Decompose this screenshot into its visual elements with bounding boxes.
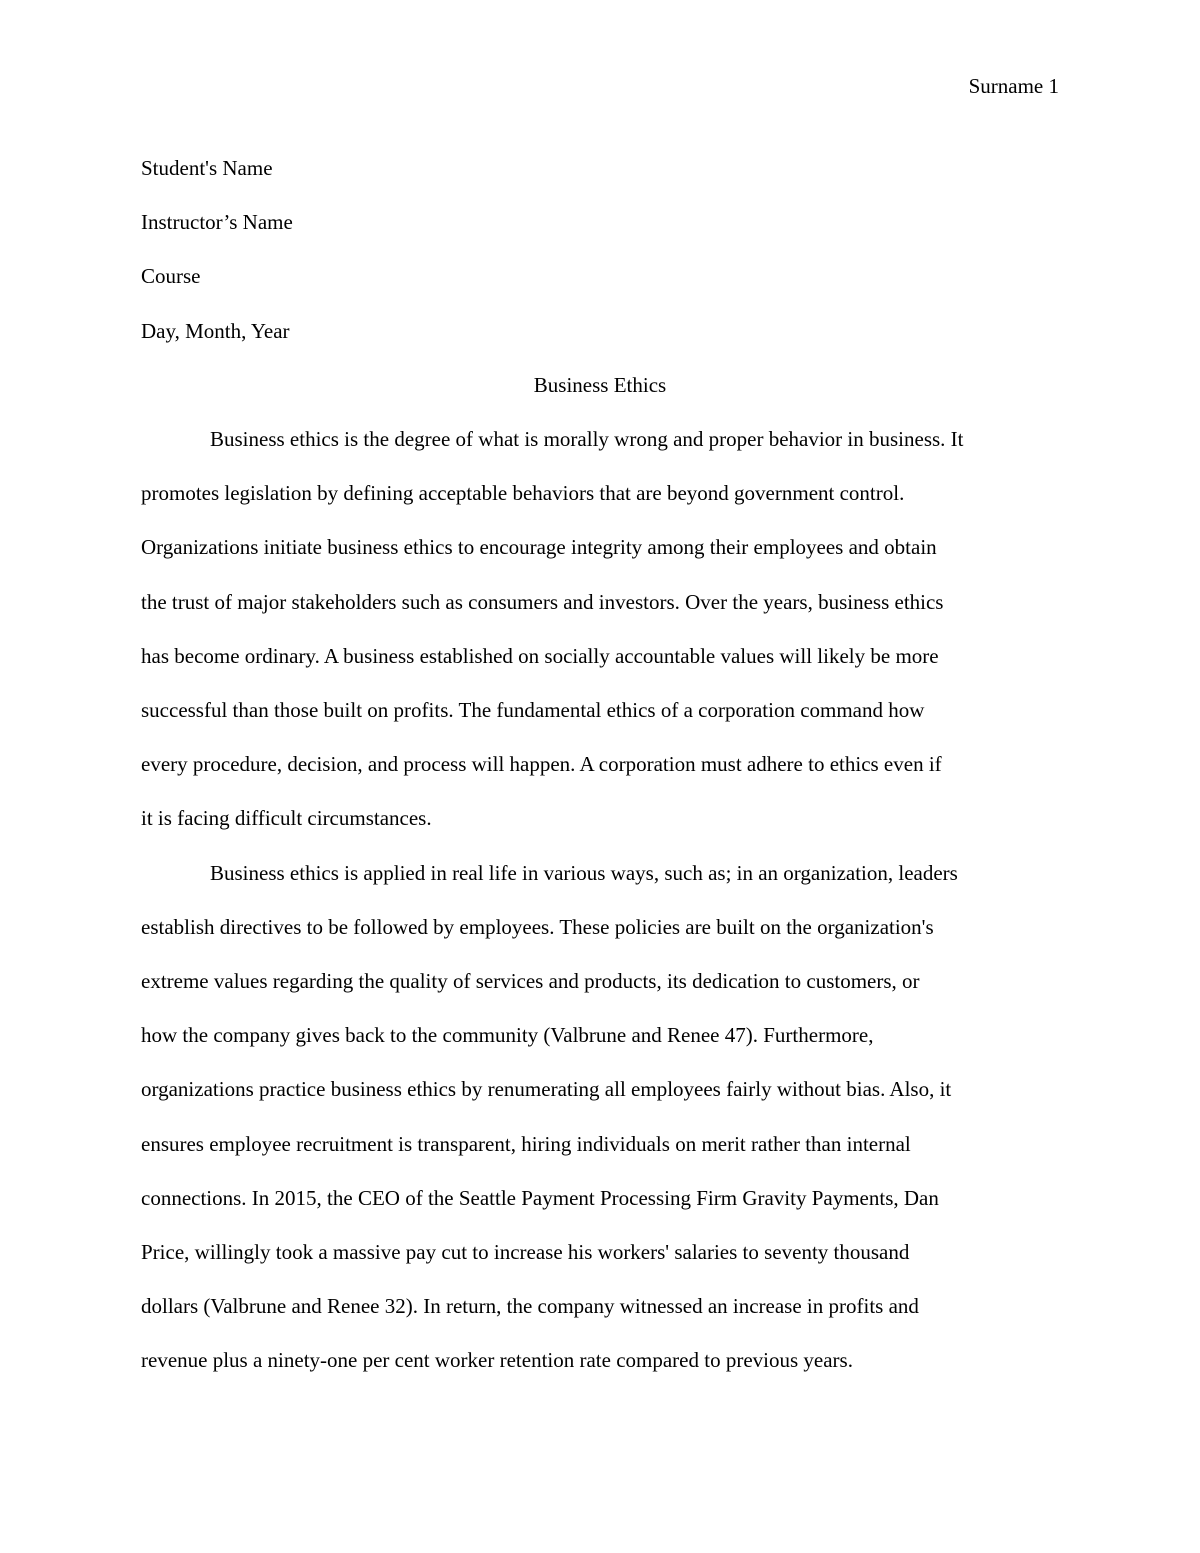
paragraph-line: Business ethics is the degree of what is morally wrong and proper behavior in business. It [210,427,964,452]
instructor-name: Instructor’s Name [141,210,293,235]
paragraph-line: establish directives to be followed by employees. These policies are built on the organization's [141,914,934,939]
paragraph-line: successful than those built on profits. The fundamental ethics of a corporation command how [141,698,925,723]
paragraph-line: extreme values regarding the quality of services and products, its dedication to customers, or [141,969,920,994]
paragraph-line: promotes legislation by defining acceptable behaviors that are beyond government control. [141,481,905,506]
paragraph-line: revenue plus a ninety-one per cent worker retention rate compared to previous years. [141,1348,853,1373]
paragraph-line: the trust of major stakeholders such as consumers and investors. Over the years, business ethics [141,589,944,614]
paragraph-1 [141,412,1059,846]
document-body [141,141,1059,1388]
paragraph-line: it is facing difficult circumstances. [141,806,432,831]
student-name: Student's Name [141,156,273,180]
course-name: Course [141,264,201,289]
date-line: Day, Month, Year [141,318,290,343]
paragraph-line: how the company gives back to the community (Valbrune and Renee 47). Furthermore, [141,1023,874,1048]
paragraph-line: Business ethics is applied in real life in various ways, such as; in an organization, leaders [210,860,958,885]
paragraph-line: Price, willingly took a massive pay cut to increase his workers' salaries to seventy thousand [141,1240,910,1265]
paragraph-line: ensures employee recruitment is transparent, hiring individuals on merit rather than internal [141,1131,911,1156]
essay-title: Business Ethics [533,372,667,397]
paragraph-line: connections. In 2015, the CEO of the Seattle Payment Processing Firm Gravity Payments, Dan [141,1185,939,1210]
paragraph-line: organizations practice business ethics by renumerating all employees fairly without bias. Also, it [141,1077,952,1102]
paragraph-2 [141,846,1059,1388]
paragraph-line: dollars (Valbrune and Renee 32). In return, the company witnessed an increase in profits and [141,1294,919,1319]
paragraph-line: Organizations initiate business ethics to encourage integrity among their employees and obtain [141,535,937,560]
running-head: Surname 1 [968,74,1059,98]
paragraph-line: every procedure, decision, and process will happen. A corporation must adhere to ethics even if [141,752,942,777]
paragraph-line: has become ordinary. A business established on socially accountable values will likely be more [141,643,939,668]
